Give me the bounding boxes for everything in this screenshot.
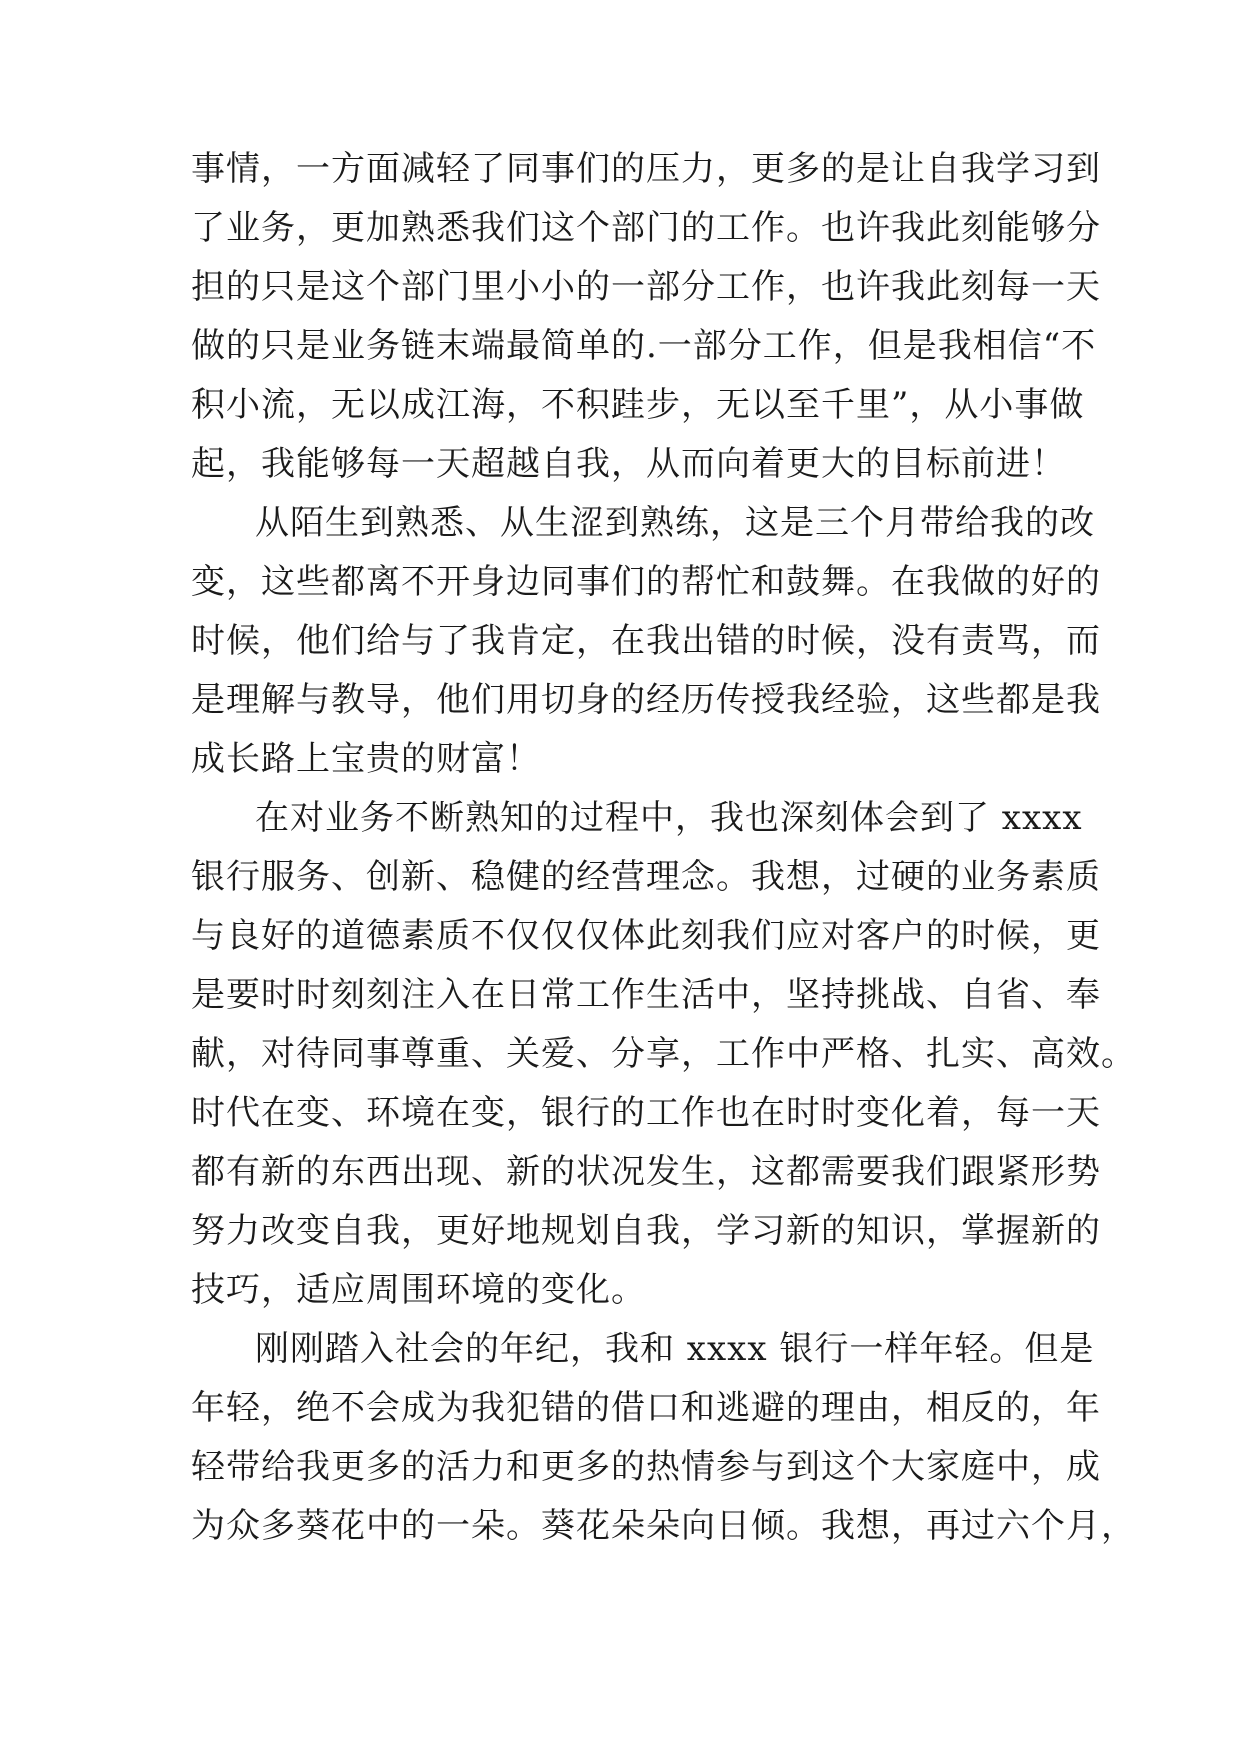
body-text-line: 变，这些都离不开身边同事们的帮忙和鼓舞。在我做的好的	[191, 562, 1101, 602]
body-text-line: 是理解与教导，他们用切身的经历传授我经验，这些都是我	[191, 680, 1101, 720]
body-text-line: 积小流，无以成江海，不积跬步，无以至千里”，从小事做	[191, 385, 1085, 425]
body-text-line: 献，对待同事尊重、关爱、分享，工作中严格、扎实、高效。	[191, 1034, 1136, 1074]
body-text-line: 时候，他们给与了我肯定，在我出错的时候，没有责骂，而	[191, 621, 1101, 661]
body-text-line: 都有新的东西出现、新的状况发生，这都需要我们跟紧形势	[191, 1152, 1101, 1192]
body-text-line: 与良好的道德素质不仅仅仅体此刻我们应对客户的时候，更	[191, 916, 1101, 956]
body-text-line: 做的只是业务链末端最简单的.一部分工作，但是我相信“不	[191, 326, 1097, 366]
body-text-line: 起，我能够每一天超越自我，从而向着更大的目标前进！	[191, 444, 1066, 484]
body-text-line: 技巧，适应周围环境的变化。	[191, 1270, 646, 1310]
body-text-line: 从陌生到熟悉、从生涩到熟练，这是三个月带给我的改	[255, 503, 1095, 543]
body-text-line: 是要时时刻刻注入在日常工作生活中，坚持挑战、自省、奉	[191, 975, 1101, 1015]
body-text-line: 在对业务不断熟知的过程中，我也深刻体会到了 xxxx	[255, 798, 1083, 838]
document-body	[191, 140, 1136, 1556]
body-text-line: 年轻，绝不会成为我犯错的借口和逃避的理由，相反的，年	[191, 1388, 1101, 1428]
body-text-line: 为众多葵花中的一朵。葵花朵朵向日倾。我想，再过六个月，	[191, 1506, 1136, 1546]
body-text-line: 事情，一方面减轻了同事们的压力，更多的是让自我学习到	[191, 149, 1101, 189]
body-text-line: 时代在变、环境在变，银行的工作也在时时变化着，每一天	[191, 1093, 1101, 1133]
body-text-line: 努力改变自我，更好地规划自我，学习新的知识，掌握新的	[191, 1211, 1101, 1251]
body-text-line: 担的只是这个部门里小小的一部分工作，也许我此刻每一天	[191, 267, 1101, 307]
body-text-line: 刚刚踏入社会的年纪，我和 xxxx 银行一样年轻。但是	[255, 1329, 1095, 1369]
body-text-line: 银行服务、创新、稳健的经营理念。我想，过硬的业务素质	[191, 857, 1101, 897]
body-text-line: 了业务，更加熟悉我们这个部门的工作。也许我此刻能够分	[191, 208, 1101, 248]
body-text-line: 轻带给我更多的活力和更多的热情参与到这个大家庭中，成	[191, 1447, 1101, 1487]
body-text-line: 成长路上宝贵的财富！	[191, 739, 541, 779]
